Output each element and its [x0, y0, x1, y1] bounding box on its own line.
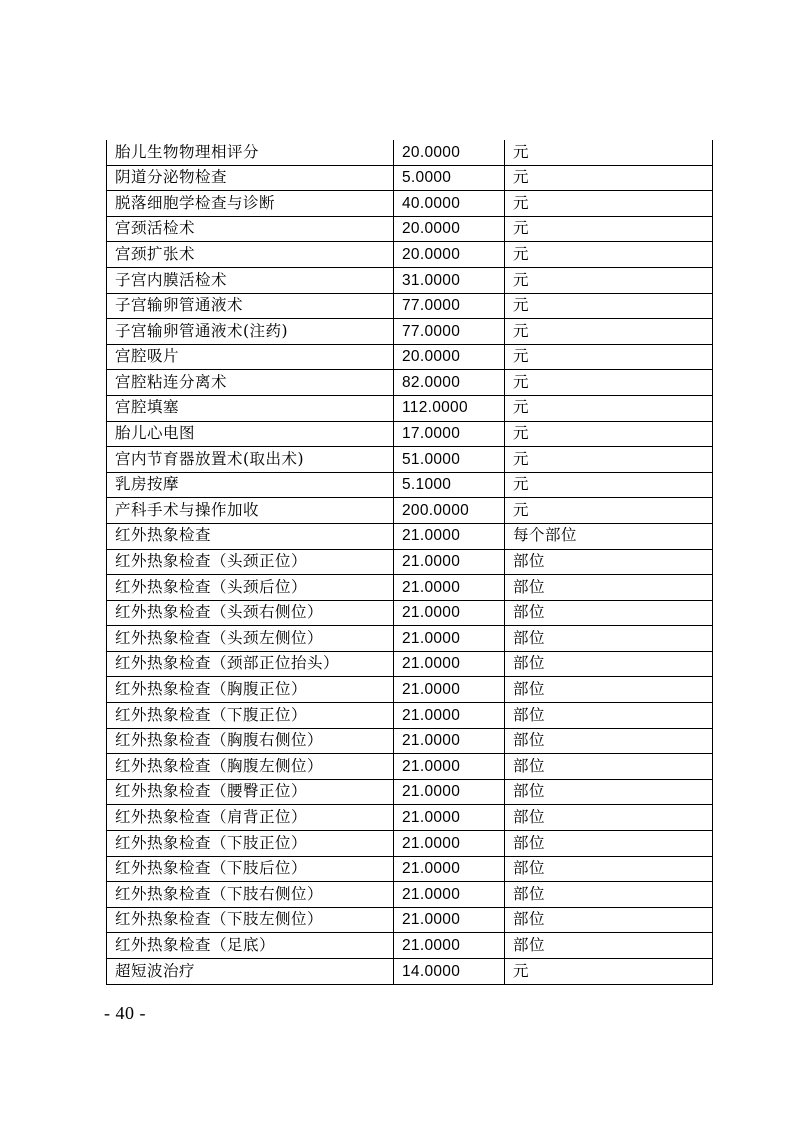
table-row	[107, 703, 713, 729]
price-cell: 21.0000	[394, 600, 505, 626]
price-cell: 21.0000	[394, 703, 505, 729]
price-cell: 21.0000	[394, 779, 505, 805]
price-cell: 20.0000	[394, 140, 505, 165]
item-name-cell: 红外热象检查	[107, 523, 394, 549]
item-name-cell: 红外热象检查（肩背正位）	[107, 805, 394, 831]
table-row	[107, 344, 713, 370]
unit-cell: 元	[505, 191, 713, 217]
unit-cell: 部位	[505, 831, 713, 857]
unit-cell: 元	[505, 319, 713, 345]
item-name-cell: 胎儿心电图	[107, 421, 394, 447]
price-cell: 20.0000	[394, 242, 505, 268]
item-name-cell: 红外热象检查（头颈正位）	[107, 549, 394, 575]
unit-cell: 元	[505, 370, 713, 396]
unit-cell: 元	[505, 165, 713, 191]
price-cell: 21.0000	[394, 754, 505, 780]
item-name-cell: 宫颈活检术	[107, 216, 394, 242]
price-cell: 21.0000	[394, 523, 505, 549]
price-cell: 14.0000	[394, 959, 505, 985]
unit-cell: 部位	[505, 703, 713, 729]
table-row	[107, 421, 713, 447]
price-cell: 200.0000	[394, 498, 505, 524]
price-cell: 51.0000	[394, 447, 505, 473]
unit-cell: 每个部位	[505, 523, 713, 549]
table-row	[107, 728, 713, 754]
fee-table-body	[107, 140, 713, 984]
item-name-cell: 红外热象检查（胸腹正位）	[107, 677, 394, 703]
table-row	[107, 779, 713, 805]
item-name-cell: 红外热象检查（头颈后位）	[107, 575, 394, 601]
item-name-cell: 红外热象检查（下肢右侧位）	[107, 882, 394, 908]
price-cell: 82.0000	[394, 370, 505, 396]
item-name-cell: 红外热象检查（胸腹右侧位）	[107, 728, 394, 754]
price-cell: 112.0000	[394, 395, 505, 421]
table-row	[107, 472, 713, 498]
item-name-cell: 宫腔粘连分离术	[107, 370, 394, 396]
item-name-cell: 红外热象检查（颈部正位抬头）	[107, 651, 394, 677]
item-name-cell: 子宫内膜活检术	[107, 267, 394, 293]
price-cell: 17.0000	[394, 421, 505, 447]
unit-cell: 部位	[505, 805, 713, 831]
unit-cell: 元	[505, 267, 713, 293]
item-name-cell: 超短波治疗	[107, 959, 394, 985]
table-row	[107, 293, 713, 319]
price-cell: 21.0000	[394, 856, 505, 882]
price-cell: 21.0000	[394, 651, 505, 677]
price-cell: 21.0000	[394, 575, 505, 601]
price-cell: 21.0000	[394, 831, 505, 857]
item-name-cell: 脱落细胞学检查与诊断	[107, 191, 394, 217]
item-name-cell: 红外热象检查（下肢正位）	[107, 831, 394, 857]
table-row	[107, 805, 713, 831]
item-name-cell: 红外热象检查（腰臀正位）	[107, 779, 394, 805]
unit-cell: 部位	[505, 600, 713, 626]
unit-cell: 元	[505, 395, 713, 421]
item-name-cell: 红外热象检查（下肢左侧位）	[107, 907, 394, 933]
table-row	[107, 191, 713, 217]
price-cell: 20.0000	[394, 344, 505, 370]
item-name-cell: 产科手术与操作加收	[107, 498, 394, 524]
unit-cell: 元	[505, 959, 713, 985]
price-cell: 5.0000	[394, 165, 505, 191]
item-name-cell: 子宫输卵管通液术	[107, 293, 394, 319]
price-cell: 40.0000	[394, 191, 505, 217]
unit-cell: 元	[505, 421, 713, 447]
price-cell: 21.0000	[394, 933, 505, 959]
table-row	[107, 370, 713, 396]
table-row	[107, 165, 713, 191]
fee-table	[106, 140, 713, 985]
unit-cell: 元	[505, 498, 713, 524]
table-row	[107, 600, 713, 626]
item-name-cell: 红外热象检查（足底）	[107, 933, 394, 959]
price-cell: 21.0000	[394, 626, 505, 652]
table-row	[107, 907, 713, 933]
table-row	[107, 447, 713, 473]
item-name-cell: 胎儿生物物理相评分	[107, 140, 394, 165]
price-cell: 21.0000	[394, 805, 505, 831]
table-row	[107, 856, 713, 882]
unit-cell: 元	[505, 344, 713, 370]
unit-cell: 元	[505, 472, 713, 498]
table-row	[107, 831, 713, 857]
table-row	[107, 267, 713, 293]
item-name-cell: 子宫输卵管通液术(注药)	[107, 319, 394, 345]
unit-cell: 部位	[505, 626, 713, 652]
item-name-cell: 宫颈扩张术	[107, 242, 394, 268]
table-row	[107, 549, 713, 575]
unit-cell: 元	[505, 216, 713, 242]
unit-cell: 部位	[505, 549, 713, 575]
item-name-cell: 红外热象检查（下肢后位）	[107, 856, 394, 882]
table-row	[107, 395, 713, 421]
table-row	[107, 677, 713, 703]
unit-cell: 部位	[505, 779, 713, 805]
price-cell: 20.0000	[394, 216, 505, 242]
item-name-cell: 红外热象检查（胸腹左侧位）	[107, 754, 394, 780]
item-name-cell: 宫腔吸片	[107, 344, 394, 370]
item-name-cell: 宫腔填塞	[107, 395, 394, 421]
unit-cell: 元	[505, 447, 713, 473]
price-cell: 21.0000	[394, 728, 505, 754]
unit-cell: 部位	[505, 856, 713, 882]
table-row	[107, 575, 713, 601]
item-name-cell: 红外热象检查（下腹正位）	[107, 703, 394, 729]
table-row	[107, 626, 713, 652]
item-name-cell: 红外热象检查（头颈右侧位）	[107, 600, 394, 626]
table-row	[107, 242, 713, 268]
unit-cell: 部位	[505, 651, 713, 677]
price-cell: 77.0000	[394, 319, 505, 345]
item-name-cell: 乳房按摩	[107, 472, 394, 498]
unit-cell: 部位	[505, 677, 713, 703]
price-cell: 21.0000	[394, 549, 505, 575]
unit-cell: 元	[505, 242, 713, 268]
table-row	[107, 651, 713, 677]
table-row	[107, 882, 713, 908]
table-row	[107, 319, 713, 345]
price-cell: 21.0000	[394, 882, 505, 908]
price-cell: 5.1000	[394, 472, 505, 498]
unit-cell: 部位	[505, 728, 713, 754]
page-number: - 40 -	[104, 1003, 146, 1023]
unit-cell: 部位	[505, 933, 713, 959]
unit-cell: 元	[505, 293, 713, 319]
table-row	[107, 216, 713, 242]
price-cell: 21.0000	[394, 907, 505, 933]
table-row	[107, 959, 713, 985]
unit-cell: 元	[505, 140, 713, 165]
price-cell: 31.0000	[394, 267, 505, 293]
unit-cell: 部位	[505, 754, 713, 780]
table-row	[107, 754, 713, 780]
item-name-cell: 宫内节育器放置术(取出术)	[107, 447, 394, 473]
unit-cell: 部位	[505, 575, 713, 601]
price-cell: 21.0000	[394, 677, 505, 703]
table-row	[107, 140, 713, 165]
table-row	[107, 933, 713, 959]
price-cell: 77.0000	[394, 293, 505, 319]
item-name-cell: 阴道分泌物检查	[107, 165, 394, 191]
table-row	[107, 523, 713, 549]
unit-cell: 部位	[505, 882, 713, 908]
table-row	[107, 498, 713, 524]
item-name-cell: 红外热象检查（头颈左侧位）	[107, 626, 394, 652]
unit-cell: 部位	[505, 907, 713, 933]
